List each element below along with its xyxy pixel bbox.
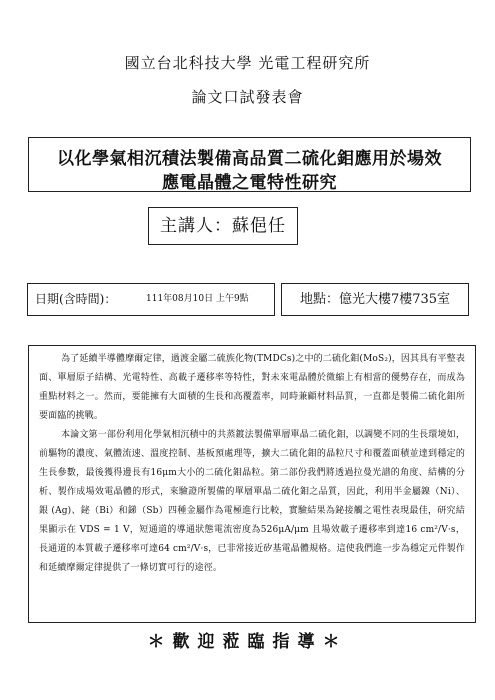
abstract-paragraph-2: 本論文第一部份利用化學氣相沉積中的共蒸鍍法製備單層單晶二硫化鉬，以調變不同的生長環境如，前驅物的濃度、氣體流速、溫度控制、基板預處理等，擴大二硫化鉬的晶粒尺寸和覆蓋面積並達到穩定的生長參數，最後獲得邊長有16μm大小的二硫化鉬晶粒。第二部份我們將透過拉曼光譜的角度、結構的分析、製作成場效電晶體的形式，來驗證所製備的單層單晶二硫化鉬之品質，因此，利用半金屬鎳（Ni）、銀 (Ag)、鉍（Bi）和銻（Sb）四種金屬作為電極進行比較，實驗結果為鉍接觸之電性表現最佳，研究結果顯示在 VDS = 1 V，短通道的導通狀態電流密度為526μA/μm 且場效載子遷移率到達16 cm²/V·s，長通道的本質載子遷移率可達64 cm²/V·s，已非常接近矽基電晶體規格。這使我們進一步為穩定元件製作和延續摩爾定律提供了一條切實可行的途徑。 xyxy=(39,430,465,573)
abstract-paragraph-1: 為了延續半導體摩爾定律，過渡金屬二硫族化物(TMDCs)之中的二硫化鉬(MoS₂)，因其具有平整表面、單層原子結構、光電特性、高載子遷移率等特性，對未來電晶體於微縮上有相當的優勢存在，而成為重點材料之一。然而，要能擁有大面積的生長和高覆蓋率，同時兼顧材料品質，一直都是製備二硫化鉬所要面臨的挑戰。 xyxy=(39,354,465,421)
thesis-title-line-2: 應電晶體之電特性研究 xyxy=(162,173,337,193)
abstract-box xyxy=(28,345,476,623)
datetime-value: 111年08月10日 上午9點 xyxy=(146,294,249,304)
institution-name: 國立台北科技大學 光電工程研究所 xyxy=(124,54,371,72)
thesis-title-line-1: 以化學氣相沉積法製備高品質二硫化鉬應用於場效 xyxy=(57,149,442,169)
datetime-box xyxy=(27,283,275,316)
location-box xyxy=(281,283,469,316)
welcome-message: ＊歡迎蒞臨指導＊ xyxy=(147,632,348,652)
thesis-title-box xyxy=(28,137,471,192)
datetime-label: 日期(含時間)： xyxy=(35,292,117,306)
location-text: 地點：億光大樓7樓735室 xyxy=(299,292,451,307)
event-name: 論文口試發表會 xyxy=(191,88,304,106)
speaker-name: 主講人：蘇俋任 xyxy=(160,216,286,236)
speaker-box xyxy=(148,207,298,245)
